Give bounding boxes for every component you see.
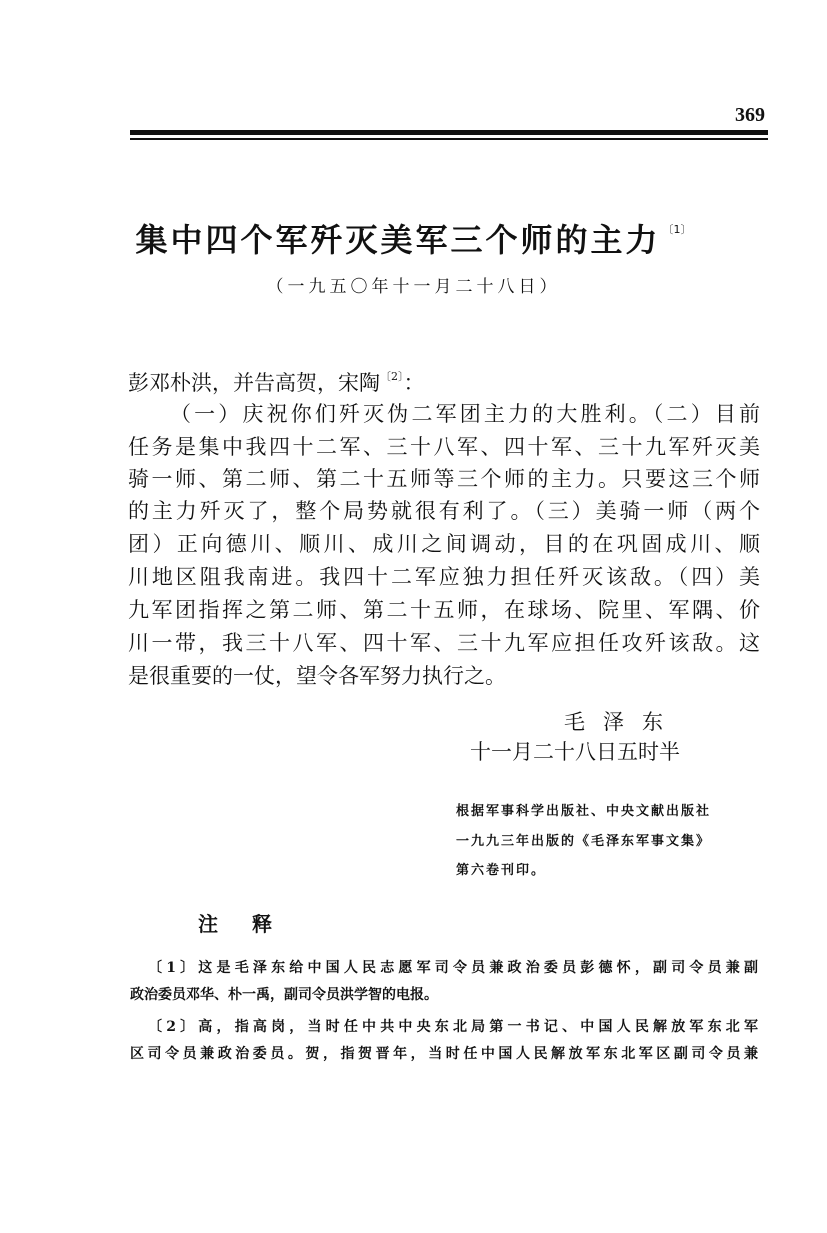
title-text: 集中四个军歼灭美军三个师的主力 — [135, 221, 661, 259]
body-line: 是很重要的一仗，望令各军努力执行之。 — [128, 664, 506, 688]
notes-heading: 注释 — [198, 912, 306, 936]
note-line: 〔1〕这是毛泽东给中国人民志愿军司令员兼政治委员彭德怀，副司令员兼副 — [148, 960, 758, 976]
salutation — [128, 367, 425, 397]
body-line: 川地区阻我南进。我四十二军应独力担任歼灭该敌。（四）美 — [128, 565, 760, 589]
source-note-line: 一九九三年出版的《毛泽东军事文集》 — [456, 834, 712, 849]
signature-datetime: 十一月二十八日五时半 — [470, 740, 680, 764]
note-line: 区司令员兼政治委员。贺，指贺晋年，当时任中国人民解放军东北军区副司令员兼 — [130, 1046, 758, 1062]
salutation-text: 彭邓朴洪，并告高贺，宋陶 — [128, 371, 380, 395]
page-number: 369 — [735, 104, 765, 126]
title-footnote-mark: 〔1〕 — [662, 223, 692, 236]
body-line: （一）庆祝你们歼灭伪二军团主力的大胜利。（二）目前 — [170, 402, 760, 426]
signature-name: 毛泽东 — [564, 710, 681, 734]
source-note-line: 根据军事科学出版社、中央文献出版社 — [456, 804, 712, 819]
salutation-footnote-mark: 〔2〕 — [380, 370, 404, 383]
header-rule-thick — [130, 130, 768, 135]
note-line: 〔2〕高，指高岗，当时任中共中央东北局第一书记、中国人民解放军东北军 — [148, 1019, 758, 1035]
note-line: 政治委员邓华、朴一禹，副司令员洪学智的电报。 — [130, 987, 438, 1003]
header-rule-thin — [130, 138, 768, 140]
body-line: 川一带，我三十八军、四十军、三十九军应担任攻歼该敌。这 — [128, 631, 760, 655]
document-title — [0, 215, 827, 261]
body-line: 团）正向德川、顺川、成川之间调动，目的在巩固成川、顺 — [128, 532, 760, 556]
body-line: 任务是集中我四十二军、三十八军、四十军、三十九军歼灭美 — [128, 435, 760, 459]
body-line: 九军团指挥之第二师、第二十五师，在球场、院里、军隅、价 — [128, 598, 760, 622]
body-line: 的主力歼灭了，整个局势就很有利了。（三）美骑一师（两个 — [128, 499, 760, 523]
document-date: （一九五〇年十一月二十八日） — [266, 277, 561, 297]
source-note-line: 第六卷刊印。 — [456, 863, 547, 878]
salutation-colon: ： — [403, 371, 425, 395]
body-line: 骑一师、第二师、第二十五师等三个师的主力。只要这三个师 — [128, 467, 760, 491]
